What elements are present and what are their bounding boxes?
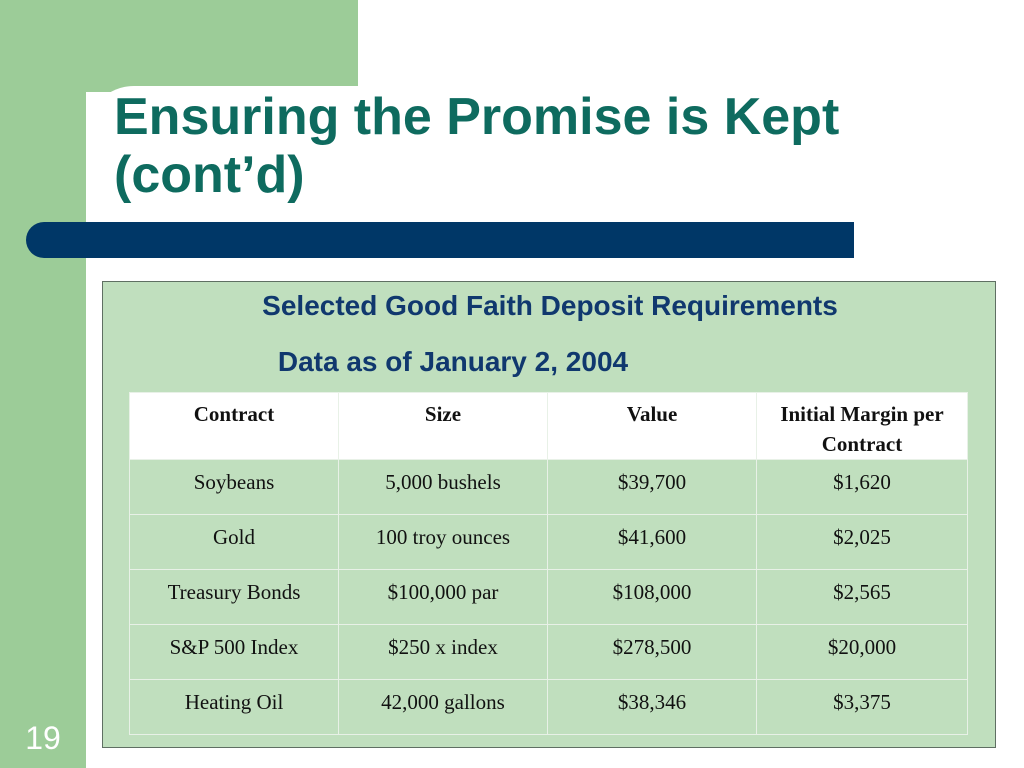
table-row: [130, 460, 968, 515]
slide-title-line-2: (cont’d): [114, 146, 305, 204]
column-header-contract: Contract: [130, 393, 339, 460]
cell-contract: Treasury Bonds: [130, 570, 339, 625]
cell-initial-margin: $1,620: [757, 460, 968, 515]
cell-value: $39,700: [548, 460, 757, 515]
cell-size: 5,000 bushels: [339, 460, 548, 515]
slide-title: [114, 88, 994, 204]
column-header-size: Size: [339, 393, 548, 460]
table-row: [130, 680, 968, 735]
left-decorative-band: [0, 0, 86, 768]
cell-value: $278,500: [548, 625, 757, 680]
margin-requirements-table: [129, 392, 968, 735]
column-header-initial-margin: Initial Margin per Contract: [757, 393, 968, 460]
title-divider-bar: [26, 222, 854, 258]
cell-value: $38,346: [548, 680, 757, 735]
cell-size: $250 x index: [339, 625, 548, 680]
cell-contract: Gold: [130, 515, 339, 570]
slide-title-line-1: Ensuring the Promise is Kept: [114, 88, 840, 146]
deposit-requirements-panel: [102, 281, 996, 748]
table-row: [130, 515, 968, 570]
cell-contract: Soybeans: [130, 460, 339, 515]
top-decorative-band: [0, 0, 358, 92]
cell-value: $108,000: [548, 570, 757, 625]
cell-initial-margin: $2,025: [757, 515, 968, 570]
cell-initial-margin: $20,000: [757, 625, 968, 680]
column-header-value: Value: [548, 393, 757, 460]
cell-contract: S&P 500 Index: [130, 625, 339, 680]
table-header-row: [130, 393, 968, 460]
table-row: [130, 570, 968, 625]
table-heading: Selected Good Faith Deposit Requirements: [262, 290, 838, 321]
cell-initial-margin: $2,565: [757, 570, 968, 625]
table-subheading: Data as of January 2, 2004: [277, 346, 629, 377]
cell-contract: Heating Oil: [130, 680, 339, 735]
cell-size: 100 troy ounces: [339, 515, 548, 570]
slide-number: 19: [25, 720, 61, 756]
table-row: [130, 625, 968, 680]
cell-value: $41,600: [548, 515, 757, 570]
cell-size: 42,000 gallons: [339, 680, 548, 735]
cell-size: $100,000 par: [339, 570, 548, 625]
cell-initial-margin: $3,375: [757, 680, 968, 735]
